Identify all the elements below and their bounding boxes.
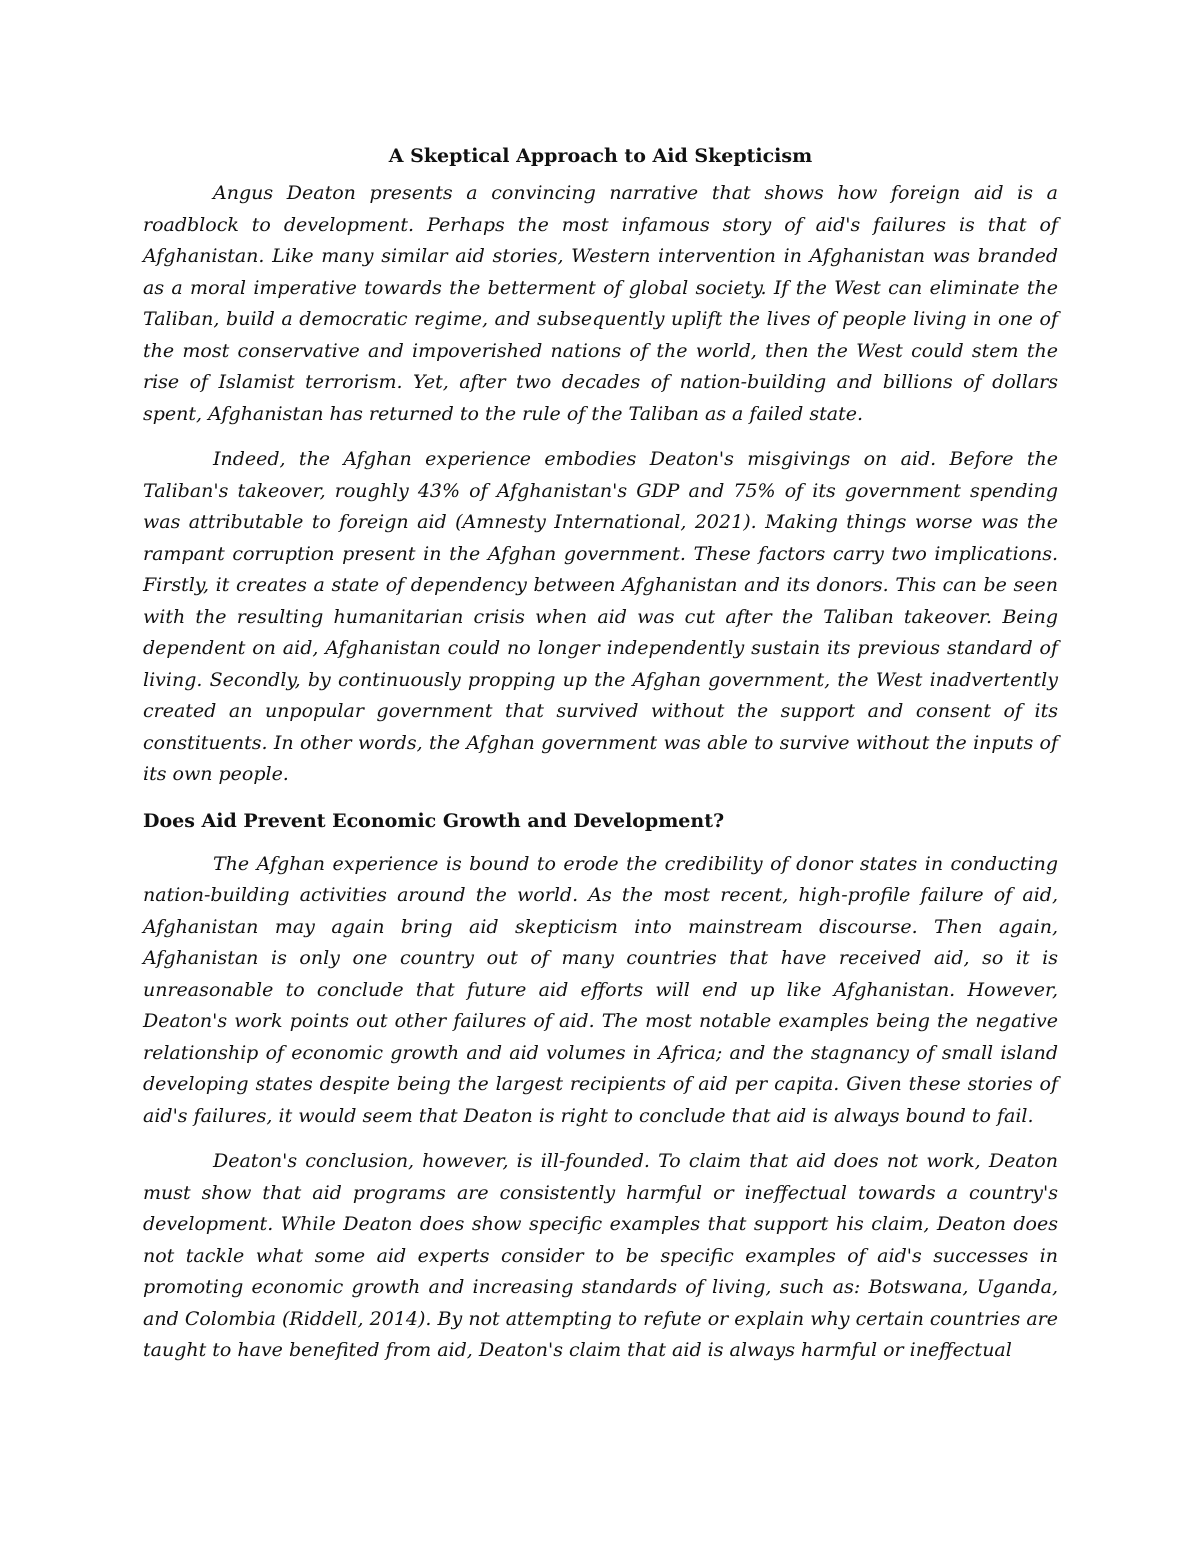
paragraph-conclusion-critique: Deaton's conclusion, however, is ill-founded. To claim that aid does not work, Deaton must show that aid programs are consistently harmful or ineffectual towards a country's development. While Deaton does show specific examples that support his claim, Deaton does not tackle what some aid experts consider to be specific examples of aid's successes in promoting economic growth and increasing standards of living, such as: Botswana, Uganda, and Colombia (Riddell, 2014). By not attempting to refute or explain why certain countries are taught to have benefited from aid, Deaton's claim that aid is always harmful or ineffectual (143, 1150, 1058, 1361)
section-heading: Does Aid Prevent Economic Growth and Development? (143, 809, 725, 832)
paragraph-intro: Angus Deaton presents a convincing narrative that shows how foreign aid is a roadblock to development. Perhaps the most infamous story of aid's failures is that of Afghanistan. Like many similar aid stories, Western intervention in Afghanistan was branded as a moral imperative towards the betterment of global society. If the West can eliminate the Taliban, build a democratic regime, and subsequently uplift the lives of people living in one of the most conservative and impoverished nations of the world, then the West could stem the rise of Islamist terrorism. Yet, after two decades of nation-building and billions of dollars spent, Afghanistan has returned to the rule of the Taliban as a failed state. (143, 182, 1058, 425)
paragraph-credibility: The Afghan experience is bound to erode the credibility of donor states in conducting nation-building activities around the world. As the most recent, high-profile failure of aid, Afghanistan may again bring aid skepticism into mainstream discourse. Then again, Afghanistan is only one country out of many countries that have received aid, so it is unreasonable to conclude that future aid efforts will end up like Afghanistan. However, Deaton's work points out other failures of aid. The most notable examples being the negative relationship of economic growth and aid volumes in Africa; and the stagnancy of small island developing states despite being the largest recipients of aid per capita. Given these stories of aid's failures, it would seem that Deaton is right to conclude that aid is always bound to fail. (143, 852, 1058, 1127)
paragraph-afghan-experience: Indeed, the Afghan experience embodies Deaton's misgivings on aid. Before the Taliban's takeover, roughly 43% of Afghanistan's GDP and 75% of its government spending was attributable to foreign aid (Amnesty International, 2021). Making things worse was the rampant corruption present in the Afghan government. These factors carry two implications. Firstly, it creates a state of dependency between Afghanistan and its donors. This can be seen with the resulting humanitarian crisis when aid was cut after the Taliban takeover. Being dependent on aid, Afghanistan could no longer independently sustain its previous standard of living. Secondly, by continuously propping up the Afghan government, the West inadvertently created an unpopular government that survived without the support and consent of its constituents. In other words, the Afghan government was able to survive without the inputs of its own people. (143, 448, 1058, 785)
document-title: A Skeptical Approach to Aid Skepticism (388, 145, 813, 167)
document-page (143, 140, 1058, 1381)
